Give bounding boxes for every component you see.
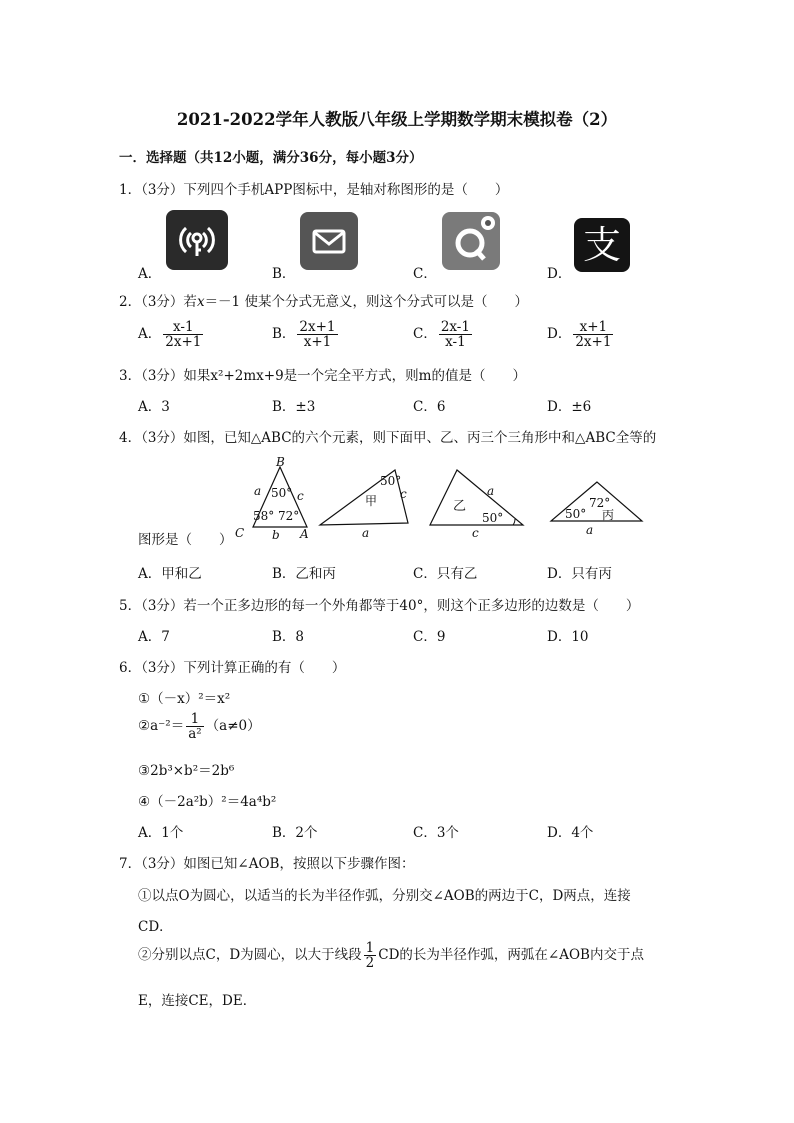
q1-option-d-label: D． — [547, 266, 572, 282]
vertex-a: A — [300, 527, 309, 541]
vertex-c: C — [235, 526, 245, 540]
question-4-stem: 4．（3分）如图，已知△ABC的六个元素，则下面甲、乙、丙三个三角形中和△ABC全等的 — [119, 430, 657, 446]
bing-name: 丙 — [602, 508, 615, 522]
q6-item-3: ③2b³×b²＝2b⁶ — [138, 763, 235, 779]
q6-item-2 — [138, 712, 261, 741]
side-c: c — [297, 489, 304, 503]
q6-option-a: A．1个 — [138, 825, 184, 841]
jia-side-c: c — [400, 487, 407, 501]
qq-browser-app-icon — [442, 212, 500, 270]
q2-stem-pre: 2．（3分）若 — [119, 294, 197, 310]
bing-angle-50: 50° — [565, 507, 587, 521]
q2-option-a — [138, 320, 205, 349]
fraction — [163, 320, 203, 349]
q6-item-4: ④（－2a²b）²＝4a⁴b² — [138, 794, 277, 810]
q4-option-c: C．只有乙 — [413, 566, 478, 582]
question-7-stem: 7．（3分）如图已知∠AOB，按照以下步骤作图： — [119, 856, 415, 872]
q3-option-b: B．±3 — [272, 399, 316, 415]
q6-item-2-tail: （a≠0） — [205, 718, 261, 735]
alipay-glyph: 支 — [582, 223, 621, 267]
q5-option-d: D．10 — [547, 629, 589, 645]
q7-step-2-post: CD的长为半径作弧，两弧在∠AOB内交于点 — [378, 947, 644, 964]
q3-option-a: A．3 — [138, 399, 170, 415]
yi-side-a: a — [487, 484, 495, 498]
q5-option-b: B．8 — [272, 629, 305, 645]
numerator: 1 — [186, 712, 203, 727]
q4-option-d: D．只有丙 — [547, 566, 612, 582]
option-label: A． — [138, 326, 162, 343]
mail-app-icon — [300, 212, 358, 270]
yi-angle-arc — [513, 519, 515, 525]
wifi-key-app-icon — [166, 210, 228, 270]
q5-option-c: C．9 — [413, 629, 446, 645]
q2-stem-var: x — [196, 294, 205, 310]
fraction — [573, 320, 613, 349]
q7-step-1: ①以点O为圆心，以适当的长为半径作弧，分别交∠AOB的两边于C，D两点，连接 — [138, 888, 631, 904]
q3-option-c: C．6 — [413, 399, 446, 415]
section-heading: 一．选择题（共12小题，满分36分，每小题3分） — [119, 150, 423, 166]
side-a: a — [254, 484, 262, 498]
bing-angle-72: 72° — [589, 496, 611, 510]
angle-b: 50° — [271, 486, 293, 500]
q4-option-a: A．甲和乙 — [138, 566, 202, 582]
jia-name: 甲 — [365, 494, 378, 508]
jia-angle: 50° — [380, 474, 402, 488]
question-4-stem-continued: 图形是（ ） — [138, 532, 233, 548]
option-label: C． — [413, 326, 437, 343]
denominator: 2 — [365, 955, 375, 972]
numerator: x+1 — [573, 320, 613, 335]
q2-option-b — [272, 320, 340, 349]
page-title: 2021-2022学年人教版八年级上学期数学期末模拟卷（2） — [176, 110, 618, 129]
q6-item-2-lead: ②a⁻²＝ — [138, 718, 185, 735]
q2-option-c — [413, 320, 474, 349]
q6-option-c: C．3个 — [413, 825, 459, 841]
yi-name: 乙 — [453, 499, 467, 514]
q6-option-b: B．2个 — [272, 825, 318, 841]
question-2-stem — [119, 290, 528, 310]
q3-option-d: D．±6 — [547, 399, 592, 415]
q6-item-1: ①（－x）²＝x² — [138, 691, 231, 707]
jia-side-a: a — [362, 526, 370, 540]
option-label: D． — [547, 326, 572, 343]
vertex-b: B — [276, 455, 285, 469]
q4-option-b: B．乙和丙 — [272, 566, 336, 582]
fraction — [439, 320, 472, 349]
fraction — [364, 941, 377, 970]
triangle-yi — [430, 470, 523, 525]
bing-side-a: a — [586, 523, 594, 537]
angle-a: 72° — [278, 509, 300, 523]
fraction — [297, 320, 337, 349]
denominator: a² — [188, 726, 202, 743]
question-3-stem: 3．（3分）如果x²+2mx+9是一个完全平方式，则m的值是（ ） — [119, 368, 526, 384]
q2-stem-post: ＝－1 使某个分式无意义，则这个分式可以是（ ） — [204, 294, 528, 310]
denominator: 2x+1 — [575, 334, 612, 351]
q1-option-b-label: B． — [272, 266, 296, 282]
alipay-app-icon — [574, 218, 630, 272]
yi-angle: 50° — [482, 511, 504, 525]
q1-option-c-label: C． — [413, 266, 437, 282]
q6-option-d: D．4个 — [547, 825, 594, 841]
angle-c: 58° — [253, 509, 275, 523]
q7-step-2-cont: E，连接CE，DE． — [138, 993, 257, 1009]
q7-step-2-pre: ②分别以点C，D为圆心，以大于线段 — [138, 947, 362, 964]
numerator: 1 — [365, 940, 375, 956]
q7-step-1-cont: CD． — [138, 919, 173, 935]
yi-side-c: c — [472, 526, 479, 540]
fraction — [186, 712, 203, 741]
q2-option-d — [547, 320, 615, 349]
q7-step-2 — [138, 941, 644, 970]
q4-triangles-figure — [225, 455, 645, 545]
q5-option-a: A．7 — [138, 629, 170, 645]
question-6-stem: 6．（3分）下列计算正确的有（ ） — [119, 660, 346, 676]
question-1-stem: 1．（3分）下列四个手机APP图标中，是轴对称图形的是（ ） — [119, 182, 509, 198]
q1-option-a-label: A． — [138, 266, 162, 282]
denominator: x-1 — [445, 334, 466, 351]
denominator: x+1 — [303, 334, 332, 351]
option-label: B． — [272, 326, 296, 343]
side-b: b — [272, 528, 280, 542]
numerator: 2x+1 — [299, 319, 336, 335]
numerator: 2x-1 — [440, 319, 470, 335]
denominator: 2x+1 — [165, 334, 202, 351]
question-5-stem: 5．（3分）若一个正多边形的每一个外角都等于40°，则这个正多边形的边数是（ ） — [119, 598, 640, 614]
numerator: x-1 — [163, 320, 203, 335]
